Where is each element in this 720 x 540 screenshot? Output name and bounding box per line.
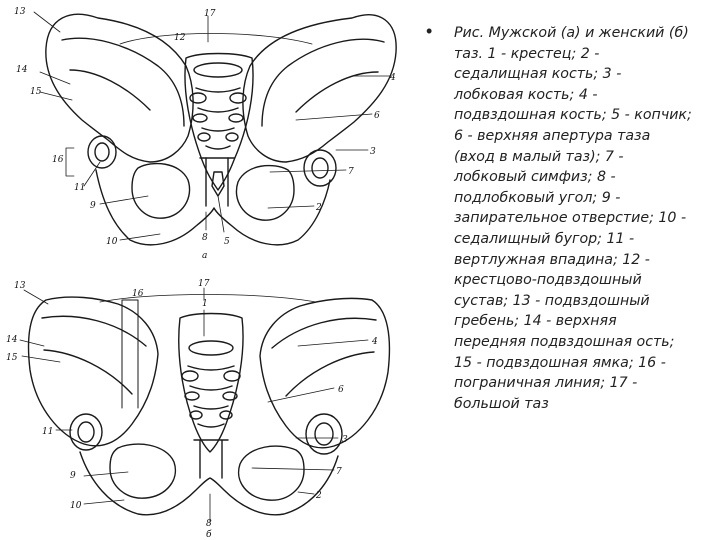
label-13-bottom: 13 bbox=[14, 281, 26, 291]
label-8-top: 8 bbox=[202, 233, 208, 243]
label-12-top: 12 bbox=[174, 33, 186, 43]
label-15-top: 15 bbox=[30, 87, 42, 97]
bullet-marker: • bbox=[426, 21, 433, 41]
figure-caption: Рис. Мужской (а) и женский (б) таз. 1 - крестец; 2 - седалищная кость; 3 - лобковая кость; 4 - подвздошная кость; 5 - копчик; 6 - верхняя апертура таза (вход в малый таз); 7 - лобковый симфиз; 8 - подлобковый угол; 9 - запирательное отверстие; 10 - седалищный бугор; 11 - вертлужная впадина; 12 - крестцово-подвздошный сустав; 13 - подвздошный гребень; 14 - верхняя передняя подвздошная ость; 15 - подвздошная ямка; 16 - пограничная линия; 17 - большой таз bbox=[454, 25, 692, 412]
label-7-bottom: 7 bbox=[336, 467, 342, 477]
panel-letter-a: а bbox=[202, 251, 208, 261]
label-11-top: 11 bbox=[74, 183, 86, 193]
label-10-top: 10 bbox=[106, 237, 118, 247]
panel-letter-b: б bbox=[206, 530, 212, 540]
label-5-top: 5 bbox=[224, 237, 230, 247]
label-9-bottom: 9 bbox=[70, 471, 76, 481]
label-2-top: 2 bbox=[316, 203, 322, 213]
label-7-top: 7 bbox=[348, 167, 354, 177]
label-17-top: 17 bbox=[204, 9, 216, 19]
label-11-bottom: 11 bbox=[42, 427, 54, 437]
label-16-bottom: 16 bbox=[132, 289, 144, 299]
label-4-top: 4 bbox=[390, 73, 396, 83]
label-3-top: 3 bbox=[370, 147, 376, 157]
label-2-bottom: 2 bbox=[316, 491, 322, 501]
bottom-labels bbox=[6, 279, 378, 540]
label-4-bottom: 4 bbox=[372, 337, 378, 347]
label-1-bottom: 1 bbox=[202, 299, 208, 309]
top-leader-lines bbox=[34, 12, 390, 240]
label-3-bottom: 3 bbox=[342, 435, 348, 445]
bottom-leader-lines bbox=[20, 288, 368, 522]
label-6-top: 6 bbox=[374, 111, 380, 121]
label-13-top: 13 bbox=[14, 7, 26, 17]
label-17-bottom: 17 bbox=[198, 279, 210, 289]
label-8-bottom: 8 bbox=[206, 519, 212, 529]
label-9-top: 9 bbox=[90, 201, 96, 211]
label-15-bottom: 15 bbox=[6, 353, 18, 363]
label-10-bottom: 10 bbox=[70, 501, 82, 511]
label-16-top: 16 bbox=[52, 155, 64, 165]
label-6-bottom: 6 bbox=[338, 385, 344, 395]
label-14-bottom: 14 bbox=[6, 335, 18, 345]
label-14-top: 14 bbox=[16, 65, 28, 75]
female-pelvis-drawing bbox=[29, 297, 390, 515]
male-pelvis-drawing bbox=[46, 14, 396, 245]
